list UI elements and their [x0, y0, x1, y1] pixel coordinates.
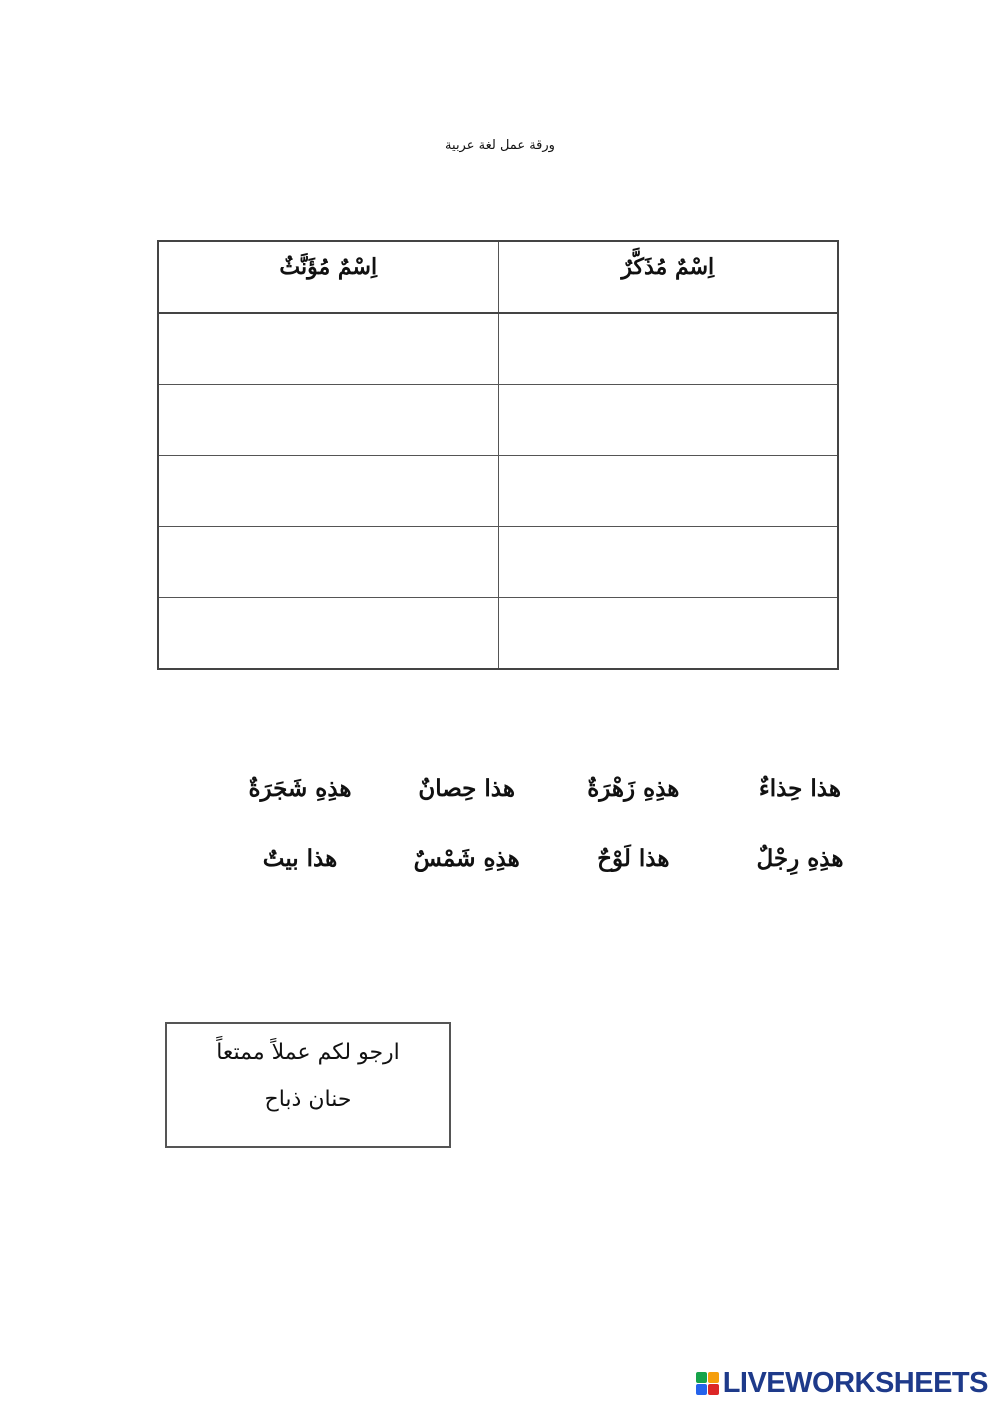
- answer-cell-feminine[interactable]: [158, 598, 498, 670]
- answer-cell-feminine[interactable]: [158, 456, 498, 527]
- word-bank-row: [230, 845, 870, 915]
- liveworksheets-logo-icon: [696, 1372, 719, 1395]
- header-masculine-noun: اِسْمٌ مُذَكَّرٌ: [498, 241, 838, 313]
- table-row: [158, 598, 838, 670]
- table-header-row: [158, 241, 838, 313]
- header-feminine-noun: اِسْمٌ مُؤَنَّثٌ: [158, 241, 498, 313]
- answer-cell-masculine[interactable]: [498, 527, 838, 598]
- table-row: [158, 456, 838, 527]
- answer-cell-masculine[interactable]: [498, 313, 838, 385]
- answer-cell-masculine[interactable]: [498, 385, 838, 456]
- note-message: ارجو لكم عملاً ممتعاً: [216, 1040, 400, 1065]
- answer-cell-masculine[interactable]: [498, 456, 838, 527]
- logo-square-icon: [696, 1384, 707, 1395]
- answer-cell-feminine[interactable]: [158, 527, 498, 598]
- word-item[interactable]: هذِهِ شَمْسٌ: [413, 845, 520, 872]
- table-row: [158, 385, 838, 456]
- word-item[interactable]: هذِهِ زَهْرَةٌ: [587, 775, 680, 802]
- sorting-table: [157, 240, 839, 670]
- word-bank-row: [230, 775, 870, 845]
- word-item[interactable]: هذِهِ رِجْلٌ: [756, 845, 844, 872]
- logo-square-icon: [708, 1372, 719, 1383]
- table-row: [158, 313, 838, 385]
- word-item[interactable]: هذا لَوْحٌ: [597, 845, 670, 872]
- answer-cell-feminine[interactable]: [158, 313, 498, 385]
- note-author: حنان ذباح: [264, 1087, 352, 1112]
- logo-square-icon: [708, 1384, 719, 1395]
- liveworksheets-logo: [696, 1367, 988, 1400]
- table-row: [158, 527, 838, 598]
- word-item[interactable]: هذِهِ شَجَرَةٌ: [248, 775, 352, 802]
- answer-cell-feminine[interactable]: [158, 385, 498, 456]
- word-bank: [230, 775, 870, 915]
- logo-square-icon: [696, 1372, 707, 1383]
- word-item[interactable]: هذا حِصانٌ: [418, 775, 515, 802]
- note-box: [165, 1022, 451, 1148]
- answer-cell-masculine[interactable]: [498, 598, 838, 670]
- word-item[interactable]: هذا بيتٌ: [262, 845, 338, 872]
- worksheet-title: ورقة عمل لغة عربية: [445, 138, 555, 153]
- word-item[interactable]: هذا حِذاءٌ: [758, 775, 842, 802]
- liveworksheets-logo-text: LIVEWORKSHEETS: [722, 1367, 988, 1399]
